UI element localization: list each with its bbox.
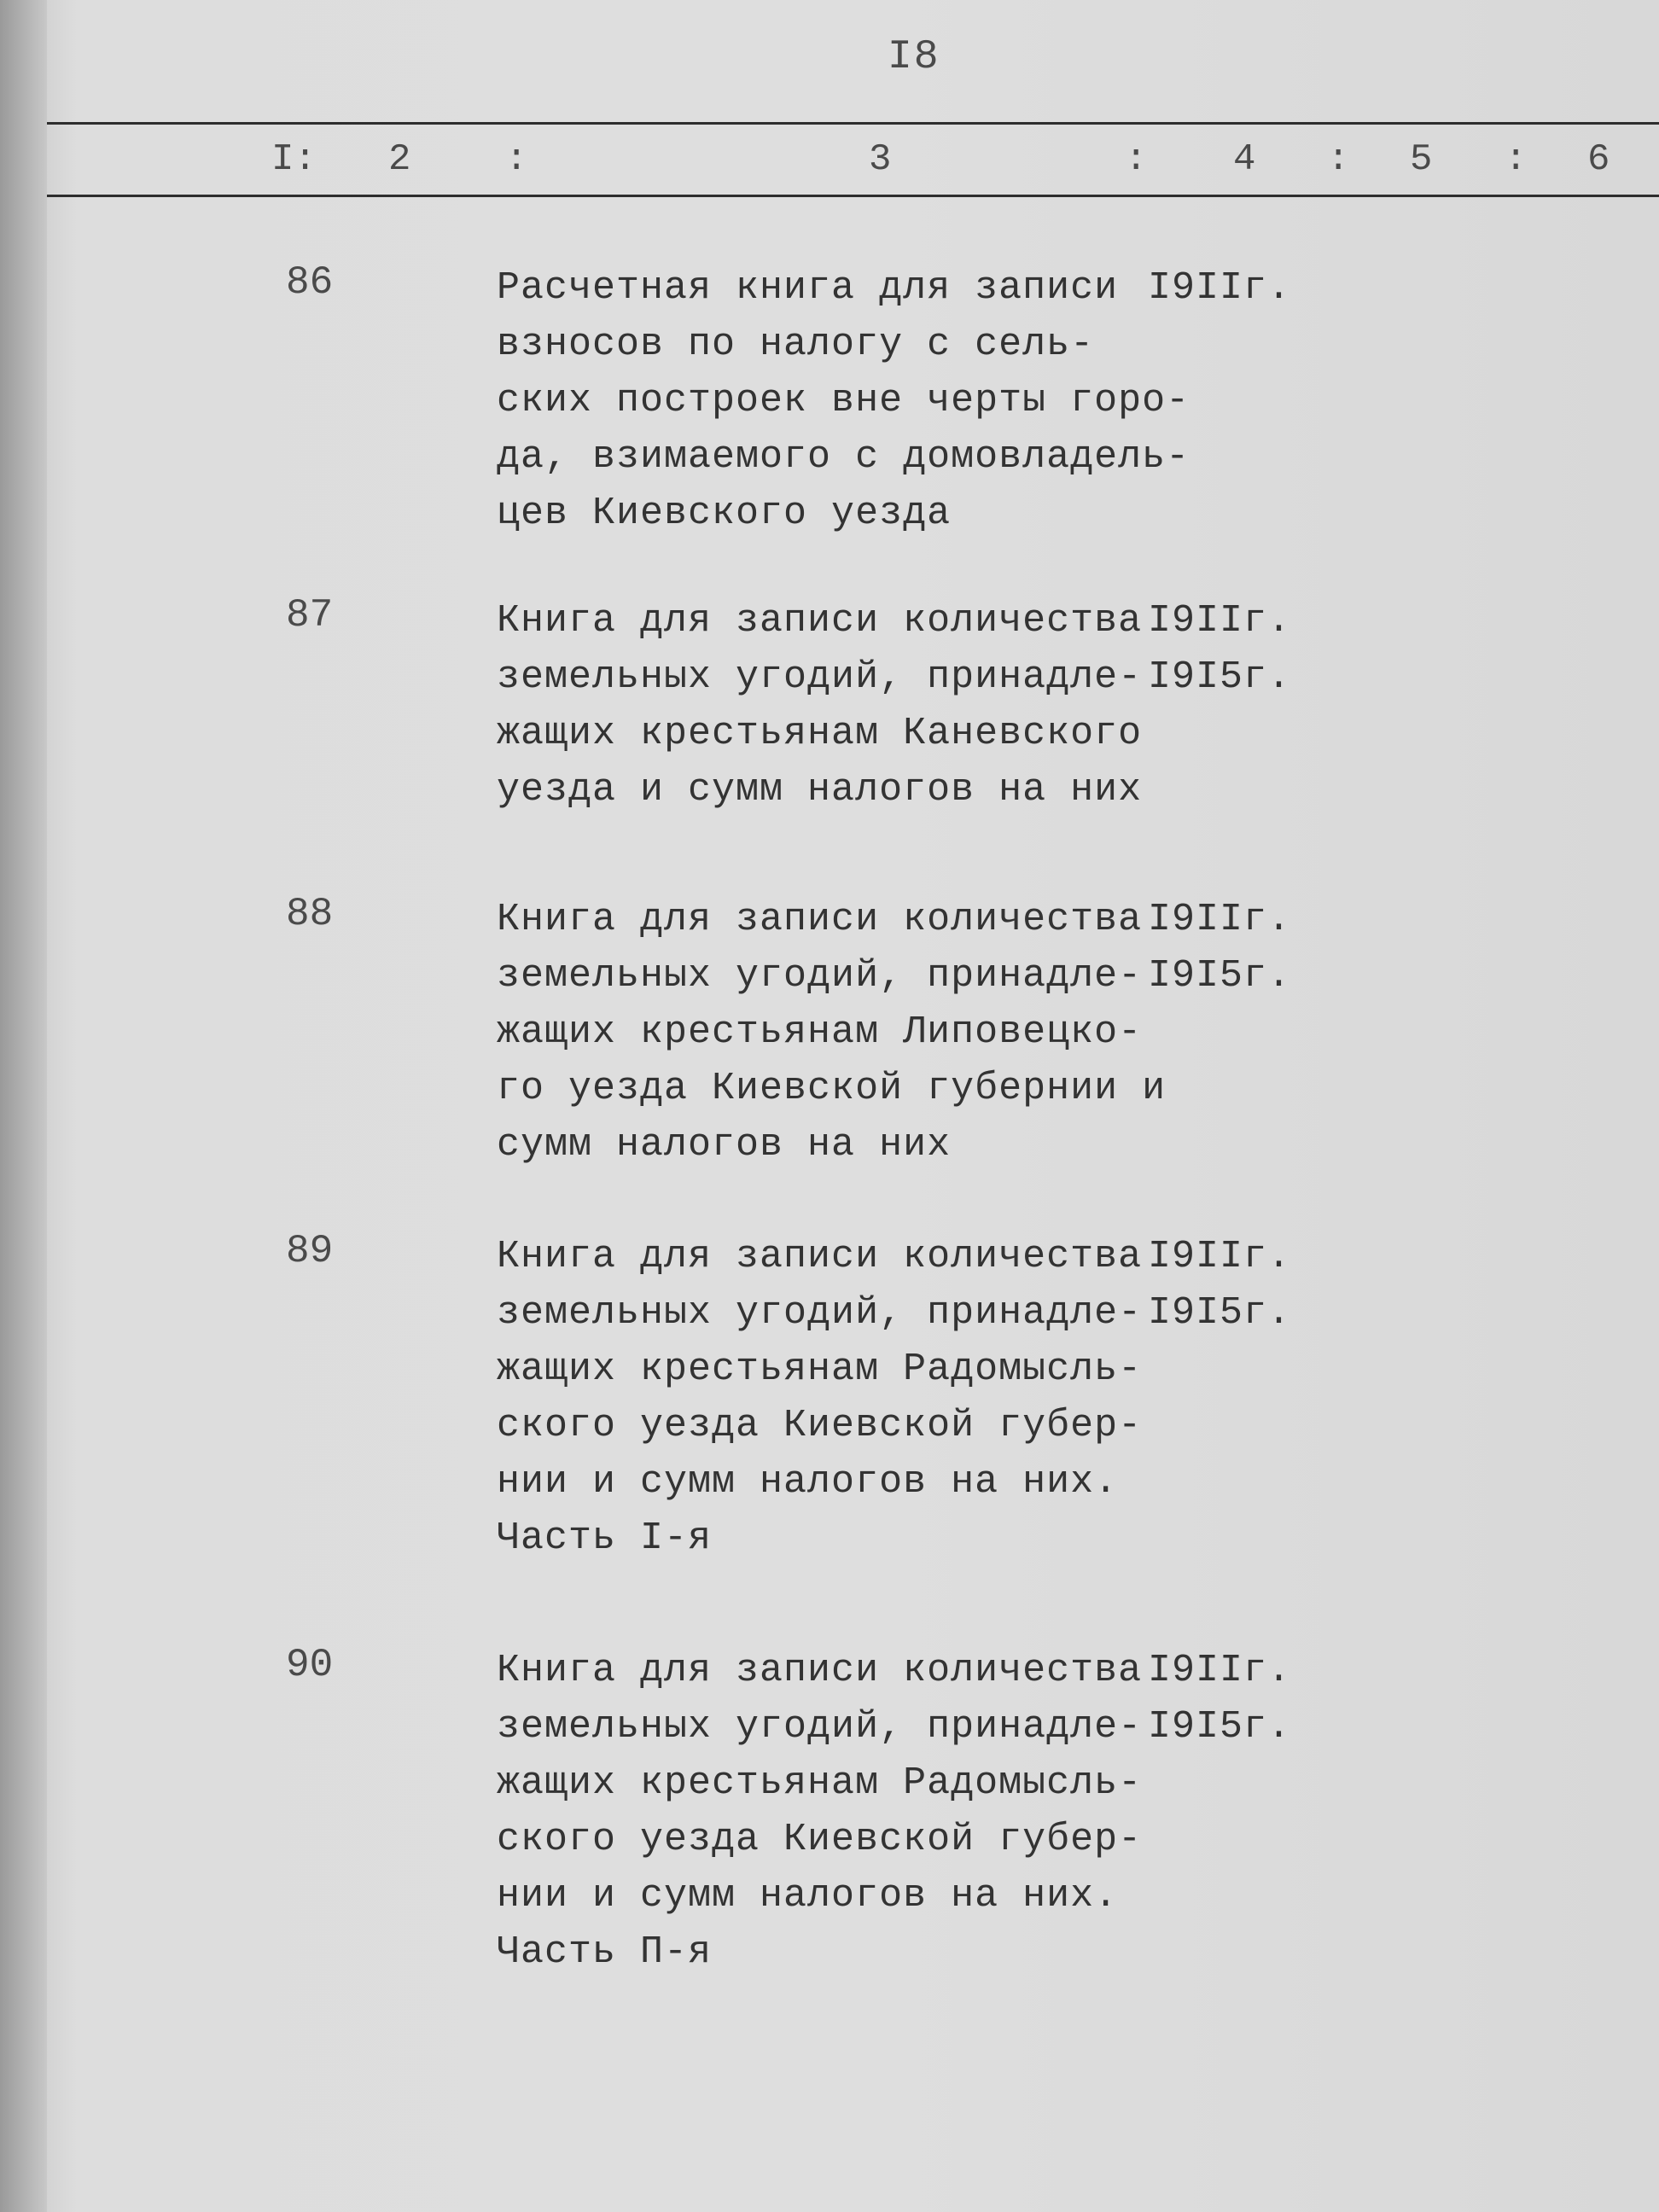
description-line: ского уезда Киевской губер- <box>497 1818 1143 1861</box>
entry-description <box>497 1643 1162 1981</box>
entry-dates <box>1148 260 1291 317</box>
description-line: земельных угодий, принадле- <box>497 1291 1143 1335</box>
description-line: нии и сумм налогов на них. <box>497 1460 1119 1504</box>
entry-dates <box>1148 1643 1291 1755</box>
description-line: ских построек вне черты горо- <box>497 379 1190 422</box>
description-line: земельных угодий, принадле- <box>497 1705 1143 1749</box>
description-line: сумм налогов на них <box>497 1123 952 1167</box>
description-line: да, взимаемого с домовладель- <box>497 435 1190 479</box>
column-header-2: 2 <box>388 138 411 181</box>
description-line: Расчетная книга для записи <box>497 266 1119 310</box>
description-line: го уезда Киевской губернии и <box>497 1067 1167 1110</box>
description-line: уезда и сумм налогов на них <box>497 768 1143 812</box>
entry-dates <box>1148 593 1291 706</box>
entry-description <box>497 593 1162 818</box>
column-separator: : <box>1125 138 1148 181</box>
entry-number: 89 <box>286 1229 334 1273</box>
date-end: I9I5г. <box>1148 1291 1292 1335</box>
column-header-6: 6 <box>1587 138 1610 181</box>
entry-number: 88 <box>286 892 334 936</box>
header-rule-bottom <box>47 195 1659 197</box>
description-line: Книга для записи количества <box>497 898 1143 941</box>
entry-description <box>497 260 1190 542</box>
date-start: I9IIг. <box>1148 599 1292 643</box>
entry-number: 86 <box>286 260 334 305</box>
description-line: земельных угодий, принадле- <box>497 954 1143 998</box>
column-header-4: 4 <box>1233 138 1256 181</box>
description-line: Часть П-я <box>497 1930 713 1974</box>
description-line: жащих крестьянам Каневского <box>497 712 1143 755</box>
entry-dates <box>1148 1229 1291 1342</box>
entry-number: 87 <box>286 593 334 637</box>
date-start: I9IIг. <box>1148 1649 1292 1692</box>
binding-shadow <box>0 0 47 2212</box>
column-separator: : <box>1327 138 1350 181</box>
date-end: I9I5г. <box>1148 655 1292 699</box>
column-header-3: 3 <box>869 138 892 181</box>
description-line: цев Киевского уезда <box>497 492 952 535</box>
entry-number: 90 <box>286 1643 334 1687</box>
description-line: Книга для записи количества <box>497 599 1143 643</box>
description-line: земельных угодий, принадле- <box>497 655 1143 699</box>
description-line: Книга для записи количества <box>497 1235 1143 1278</box>
date-start: I9IIг. <box>1148 1235 1292 1278</box>
description-line: нии и сумм налогов на них. <box>497 1874 1119 1918</box>
entry-description <box>497 1229 1162 1567</box>
column-separator: : <box>1505 138 1528 181</box>
date-end: I9I5г. <box>1148 954 1292 998</box>
description-line: жащих крестьянам Липовецко- <box>497 1010 1143 1054</box>
description-line: Часть I-я <box>497 1516 713 1560</box>
description-line: жащих крестьянам Радомысль- <box>497 1348 1143 1391</box>
date-start: I9IIг. <box>1148 266 1292 310</box>
date-start: I9IIг. <box>1148 898 1292 941</box>
entry-dates <box>1148 892 1291 1004</box>
description-line: взносов по налогу с сель- <box>497 323 1095 366</box>
column-header-5: 5 <box>1410 138 1433 181</box>
description-line: жащих крестьянам Радомысль- <box>497 1761 1143 1805</box>
description-line: Книга для записи количества <box>497 1649 1143 1692</box>
column-separator: : <box>505 138 528 181</box>
header-rule-top <box>47 122 1659 125</box>
date-end: I9I5г. <box>1148 1705 1292 1749</box>
entry-description <box>497 892 1167 1173</box>
description-line: ского уезда Киевской губер- <box>497 1404 1143 1447</box>
page-number: I8 <box>888 34 940 80</box>
column-header-1: I: <box>271 138 317 181</box>
